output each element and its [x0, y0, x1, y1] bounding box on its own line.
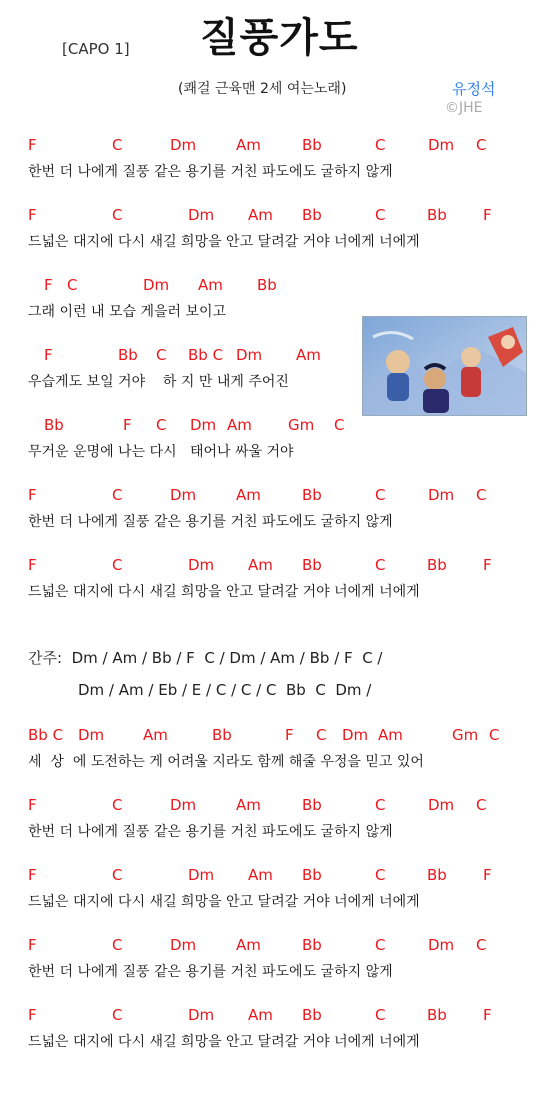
chord-label: Am [198, 276, 223, 294]
stanza-12 [0, 1006, 550, 1056]
chord-label: Bb [302, 136, 322, 154]
chord-label: Am [378, 726, 403, 744]
chord-label: C [375, 136, 386, 154]
chord-label: C [489, 726, 500, 744]
lyric-line: 한번 더 나에게 질풍 같은 용기를 거친 파도에도 굴하지 않게 [28, 514, 393, 530]
chord-label: Dm [190, 416, 217, 434]
chord-label: Bb [302, 936, 322, 954]
chord-label: Am [248, 866, 273, 884]
chord-label: Dm [428, 936, 455, 954]
chord-label: C [375, 1006, 386, 1024]
chord-label: Dm [428, 486, 455, 504]
chord-label: Bb [427, 866, 447, 884]
chord-label: Bb [302, 1006, 322, 1024]
chord-label: Bb C [28, 726, 64, 744]
chord-label: F [483, 556, 492, 574]
chord-label: C [112, 206, 123, 224]
chord-label: C [156, 416, 167, 434]
stanza-11 [0, 936, 550, 986]
lyric-line: 한번 더 나에게 질풍 같은 용기를 거친 파도에도 굴하지 않게 [28, 824, 393, 840]
chord-label: Dm [78, 726, 105, 744]
chord-label: C [476, 136, 487, 154]
stanza-5 [0, 416, 550, 466]
copyright-mark: ©JHE [445, 100, 483, 116]
chord-label: Am [236, 936, 261, 954]
stanza-7 [0, 556, 550, 606]
lyric-line: 드넓은 대지에 다시 새길 희망을 안고 달려갈 거야 너에게 너에게 [28, 584, 420, 600]
chord-label: C [67, 276, 78, 294]
chord-label: Dm [170, 136, 197, 154]
chord-label: F [44, 276, 53, 294]
chord-label: Dm [170, 486, 197, 504]
chord-label: C [375, 486, 386, 504]
chord-label: Am [236, 136, 261, 154]
chord-label: Bb [427, 206, 447, 224]
chord-label: C [112, 936, 123, 954]
chord-label: Bb [302, 556, 322, 574]
chord-label: C [112, 556, 123, 574]
chord-label: Bb [302, 486, 322, 504]
chord-label: Dm [188, 866, 215, 884]
lyric-line: 한번 더 나에게 질풍 같은 용기를 거친 파도에도 굴하지 않게 [28, 964, 393, 980]
chord-label: C [112, 486, 123, 504]
chord-label: F [483, 206, 492, 224]
chord-label: Bb [257, 276, 277, 294]
chord-label: C [476, 796, 487, 814]
chord-label: Dm [188, 556, 215, 574]
lyric-line: 세 상 에 도전하는 게 어려울 지라도 함께 해줄 우정을 믿고 있어 [28, 754, 424, 770]
chord-label: Dm [188, 1006, 215, 1024]
chord-label: F [123, 416, 132, 434]
chord-label: C [375, 206, 386, 224]
chord-label: Dm [236, 346, 263, 364]
chord-label: F [285, 726, 294, 744]
chord-label: F [483, 866, 492, 884]
chord-label: F [28, 486, 37, 504]
chord-label: Bb [212, 726, 232, 744]
lyric-line: 드넓은 대지에 다시 새길 희망을 안고 달려갈 거야 너에게 너에게 [28, 1034, 420, 1050]
chord-label: F [28, 936, 37, 954]
chord-label: Bb [302, 866, 322, 884]
chord-label: C [375, 866, 386, 884]
interlude-line-1: 간주: Dm / Am / Bb / F C / Dm / Am / Bb / F C / [28, 649, 383, 667]
chord-label: Dm [428, 796, 455, 814]
chord-label: Bb [427, 556, 447, 574]
stanza-8 [0, 726, 550, 776]
chord-label: F [483, 1006, 492, 1024]
chord-label: F [28, 1006, 37, 1024]
chord-label: C [476, 936, 487, 954]
chord-label: F [44, 346, 53, 364]
lyric-line: 드넓은 대지에 다시 새길 희망을 안고 달려갈 거야 너에게 너에게 [28, 234, 420, 250]
chord-label: Bb [302, 796, 322, 814]
chord-label: F [28, 796, 37, 814]
stanza-6 [0, 486, 550, 536]
chord-label: F [28, 556, 37, 574]
chord-label: Dm [143, 276, 170, 294]
song-title: 질풍가도 [200, 15, 359, 61]
chord-label: Bb [427, 1006, 447, 1024]
chord-label: Dm [342, 726, 369, 744]
illustration-artwork [363, 317, 526, 415]
chord-label: F [28, 866, 37, 884]
chord-label: Bb [302, 206, 322, 224]
interlude-line-2: Dm / Am / Eb / E / C / C / C Bb C Dm / [78, 681, 372, 699]
stanza-9 [0, 796, 550, 846]
chord-label: Dm [170, 936, 197, 954]
chord-label: C [112, 866, 123, 884]
chord-label: C [375, 796, 386, 814]
song-subtitle: (쾌걸 근육맨 2세 여는노래) [178, 81, 347, 97]
chord-label: C [112, 136, 123, 154]
chord-label: F [28, 206, 37, 224]
author-name: 유정석 [452, 80, 496, 98]
chord-label: Dm [428, 136, 455, 154]
lyric-line: 한번 더 나에게 질풍 같은 용기를 거친 파도에도 굴하지 않게 [28, 164, 393, 180]
chord-label: Dm [188, 206, 215, 224]
chord-label: C [375, 936, 386, 954]
chord-label: Am [227, 416, 252, 434]
chord-label: Dm [170, 796, 197, 814]
chord-label: Am [236, 796, 261, 814]
capo-label: [CAPO 1] [62, 40, 130, 58]
chord-label: C [375, 556, 386, 574]
chord-label: C [334, 416, 345, 434]
chord-label: Gm [288, 416, 315, 434]
chord-label: Am [248, 1006, 273, 1024]
chord-label: C [476, 486, 487, 504]
chord-label: Am [143, 726, 168, 744]
chord-label: Am [248, 206, 273, 224]
chord-label: Am [296, 346, 321, 364]
stanza-2 [0, 206, 550, 256]
chord-label: Bb [44, 416, 64, 434]
lyric-line: 무거운 운명에 나는 다시 태어나 싸울 거야 [28, 444, 294, 460]
stanza-10 [0, 866, 550, 916]
chord-label: C [112, 796, 123, 814]
chord-label: C [316, 726, 327, 744]
lyric-line: 드넓은 대지에 다시 새길 희망을 안고 달려갈 거야 너에게 너에게 [28, 894, 420, 910]
chord-label: Bb C [188, 346, 224, 364]
stanza-1 [0, 136, 550, 186]
anime-illustration [362, 316, 527, 416]
lyric-line: 우습게도 보일 거야 하 지 만 내게 주어진 [28, 374, 289, 390]
chord-label: Am [236, 486, 261, 504]
chord-label: Am [248, 556, 273, 574]
lyric-line: 그래 이런 내 모습 게을러 보이고 [28, 304, 227, 320]
chord-label: F [28, 136, 37, 154]
chord-label: C [156, 346, 167, 364]
chord-label: Gm [452, 726, 479, 744]
chord-label: Bb [118, 346, 138, 364]
chord-label: C [112, 1006, 123, 1024]
